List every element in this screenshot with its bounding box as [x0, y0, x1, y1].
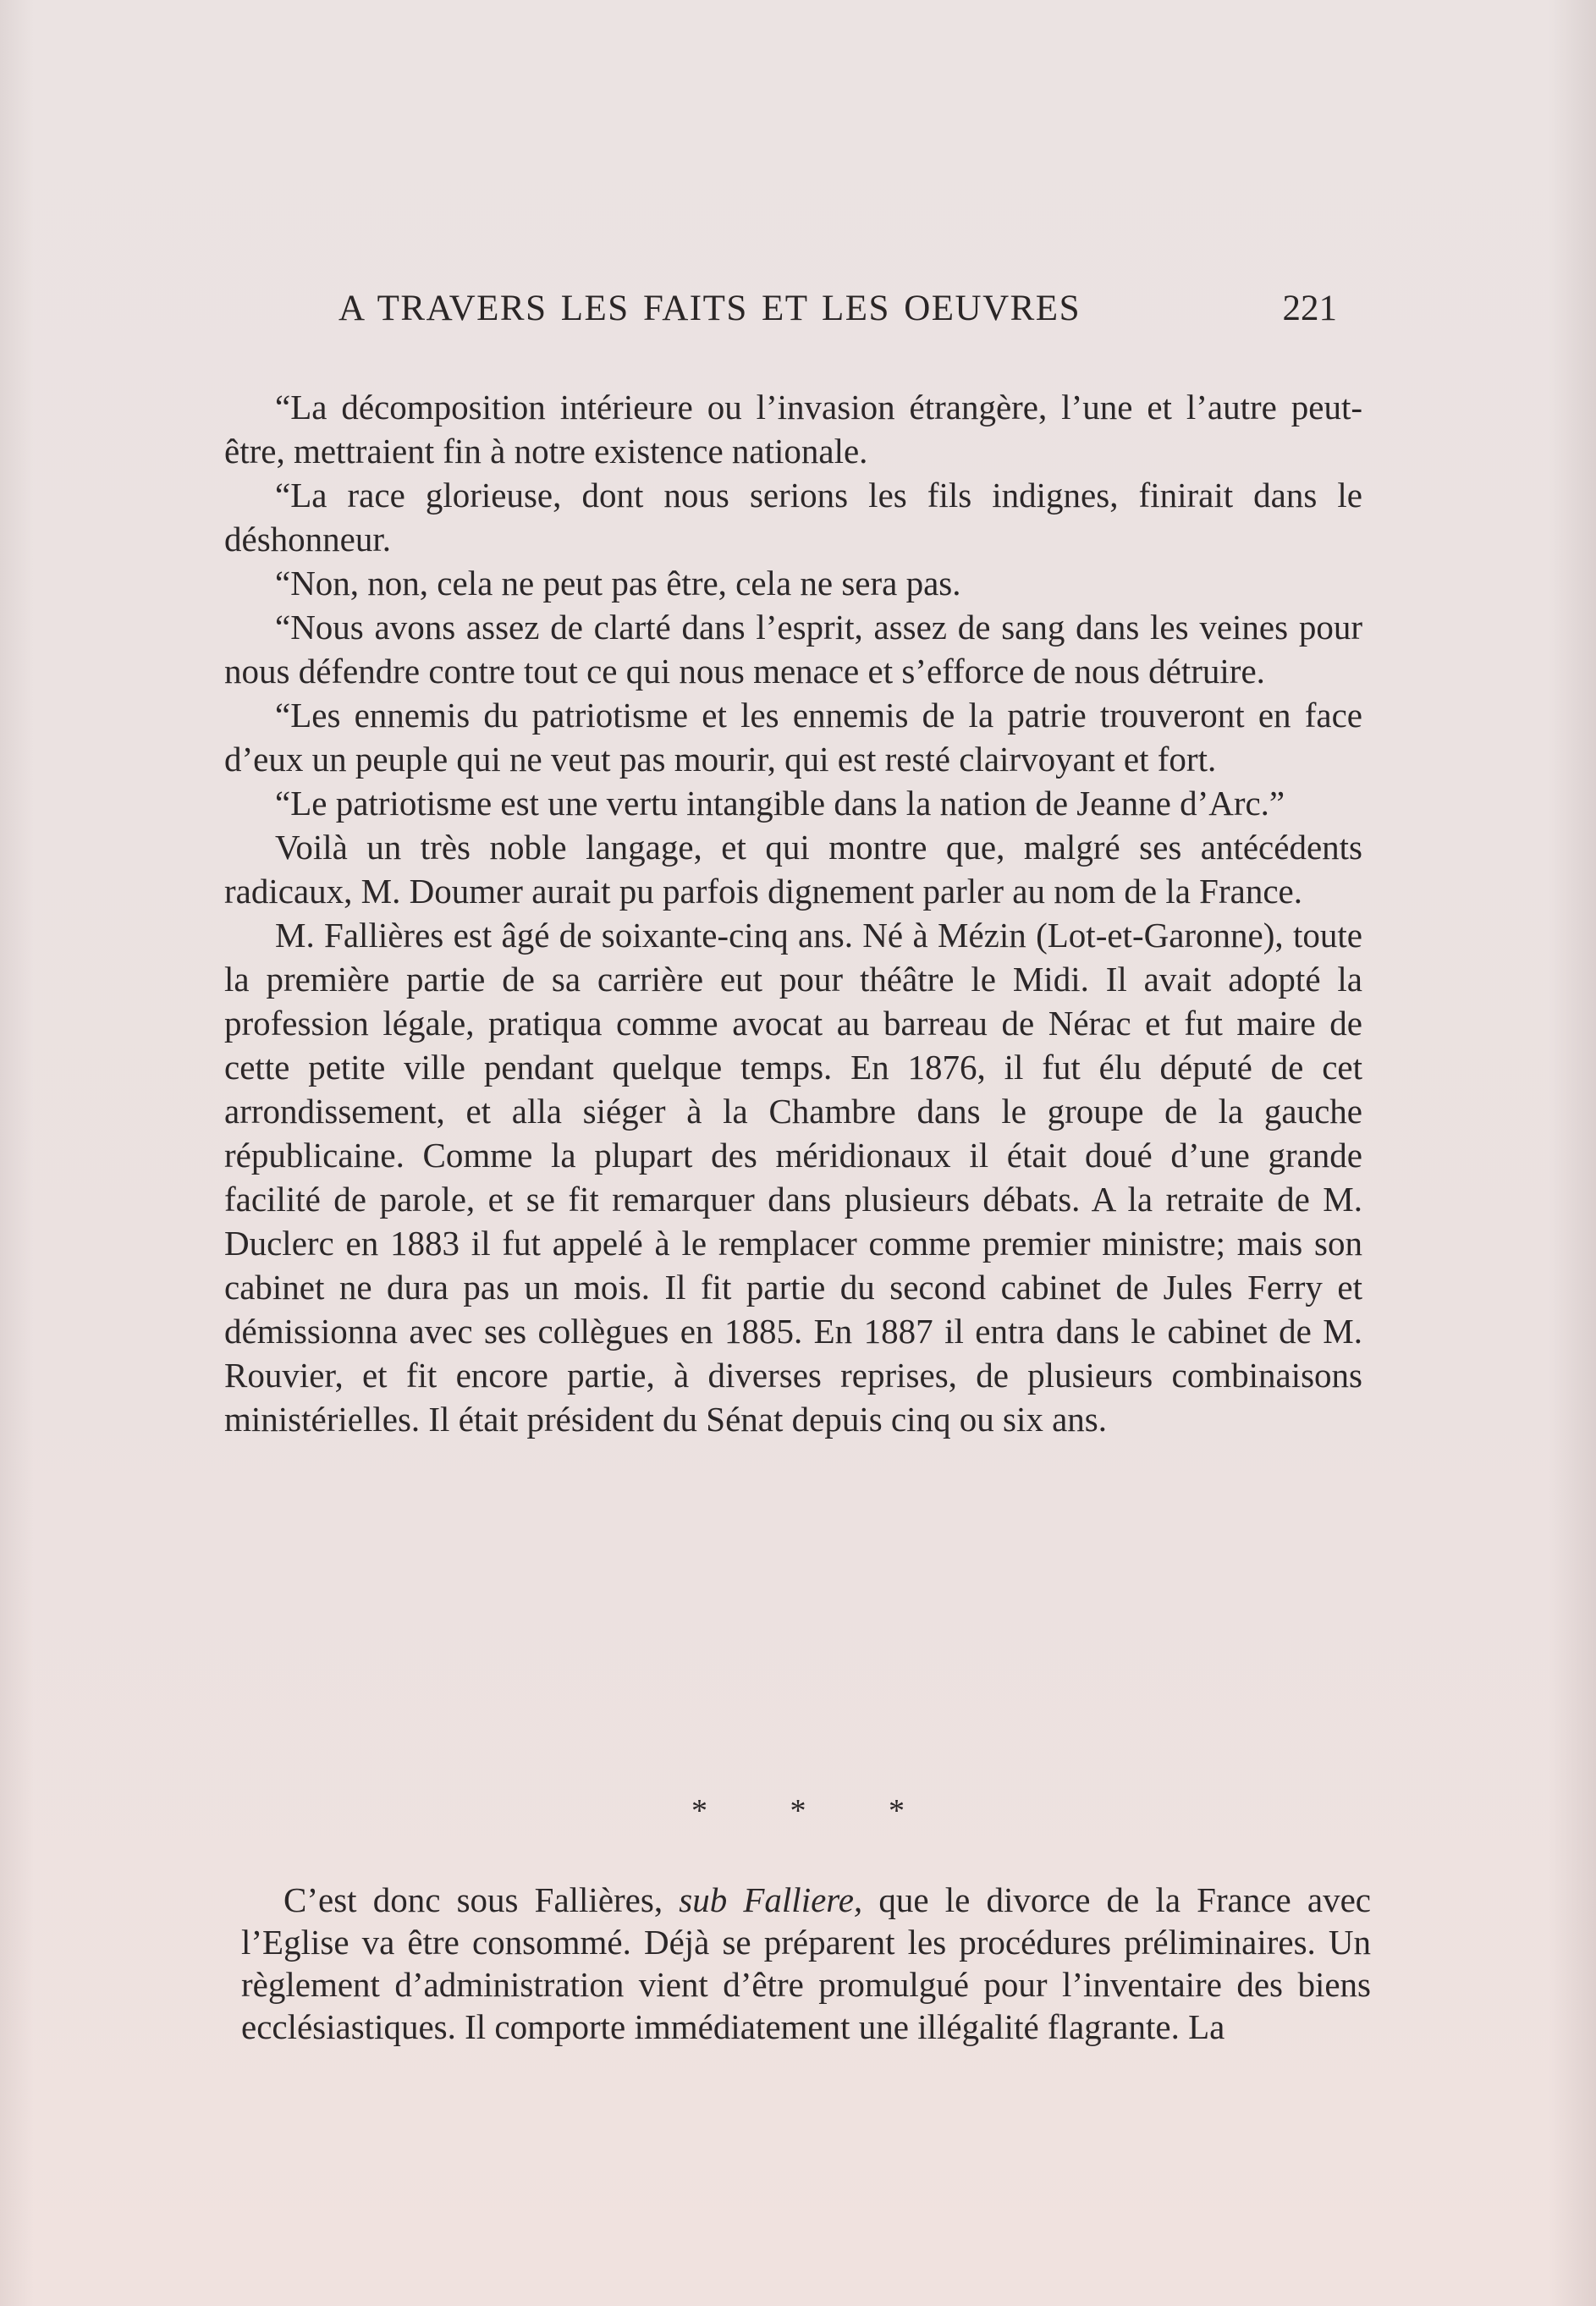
page-number: 221: [1282, 289, 1337, 328]
body-text-continued: [241, 1879, 1371, 2048]
paragraph: “La race glorieuse, dont nous serions les fils indignes, finirait dans le déshonneur.: [224, 476, 1362, 559]
paragraph: “Nous avons assez de clarté dans l’esprit, assez de sang dans les veines pour nous défendre contre tout ce qui nous menace et s’efforce de nous détruire.: [224, 608, 1362, 691]
running-head: A TRAVERS LES FAITS ET LES OEUVRES: [338, 289, 1081, 328]
paragraph: “La décomposition intérieure ou l’invasion étrangère, l’une et l’autre peut-être, mettraient fin à notre existence nationale.: [224, 388, 1362, 471]
paragraph: Voilà un très noble langage, et qui montre que, malgré ses antécédents radicaux, M. Doumer aurait pu parfois dignement parler au nom de la France.: [224, 828, 1362, 911]
italic-latin-phrase: sub Falliere,: [679, 1880, 863, 1919]
body-text: [224, 385, 1362, 1441]
paragraph: “Non, non, cela ne peut pas être, cela ne sera pas.: [275, 564, 961, 603]
paragraph-text-end: que le divorce de la France avec l’Eglise va être consommé. Déjà se préparent les procédures préliminaires. Un règlement d’administration vient d’être promulgué pour l’inventaire des biens ecclésiastiques. Il comporte immédiatement une illégalité flagrante. La: [241, 1880, 1371, 2046]
paragraph: “Le patriotisme est une vertu intangible dans la nation de Jeanne d’Arc.”: [275, 784, 1285, 823]
page-header: [338, 288, 1337, 347]
paragraph: M. Fallières est âgé de soixante-cinq ans. Né à Mézin (Lot-et-Garonne), toute la première partie de sa carrière eut pour théâtre le Midi. Il avait adopté la profession légale, pratiqua comme avocat au barreau de Nérac et fut maire de cette petite ville pendant quelque temps. En 1876, il fut élu député de cet arrondissement, et alla siéger à la Chambre dans le groupe de la gauche républicaine. Comme la plupart des méridionaux il était doué d’une grande facilité de parole, et se fit remarquer dans plusieurs débats. A la retraite de M. Duclerc en 1883 il fut appelé à le remplacer comme premier ministre; mais son cabinet ne dura pas un mois. Il fit partie du second cabinet de Jules Ferry et démissionna avec ses collègues en 1885. En 1887 il entra dans le cabinet de M. Rouvier, et fit encore partie, à diverses reprises, de plusieurs combinaisons ministérielles. Il était président du Sénat depuis cinq ou six ans.: [224, 916, 1362, 1439]
paragraph: [241, 1879, 1371, 2048]
paragraph-text-start: C’est donc sous Fallières,: [283, 1880, 680, 1919]
section-separator: * * *: [691, 1793, 942, 1829]
paragraph: “Les ennemis du patriotisme et les ennemis de la patrie trouveront en face d’eux un peuple qui ne veut pas mourir, qui est resté clairvoyant et fort.: [224, 696, 1362, 779]
